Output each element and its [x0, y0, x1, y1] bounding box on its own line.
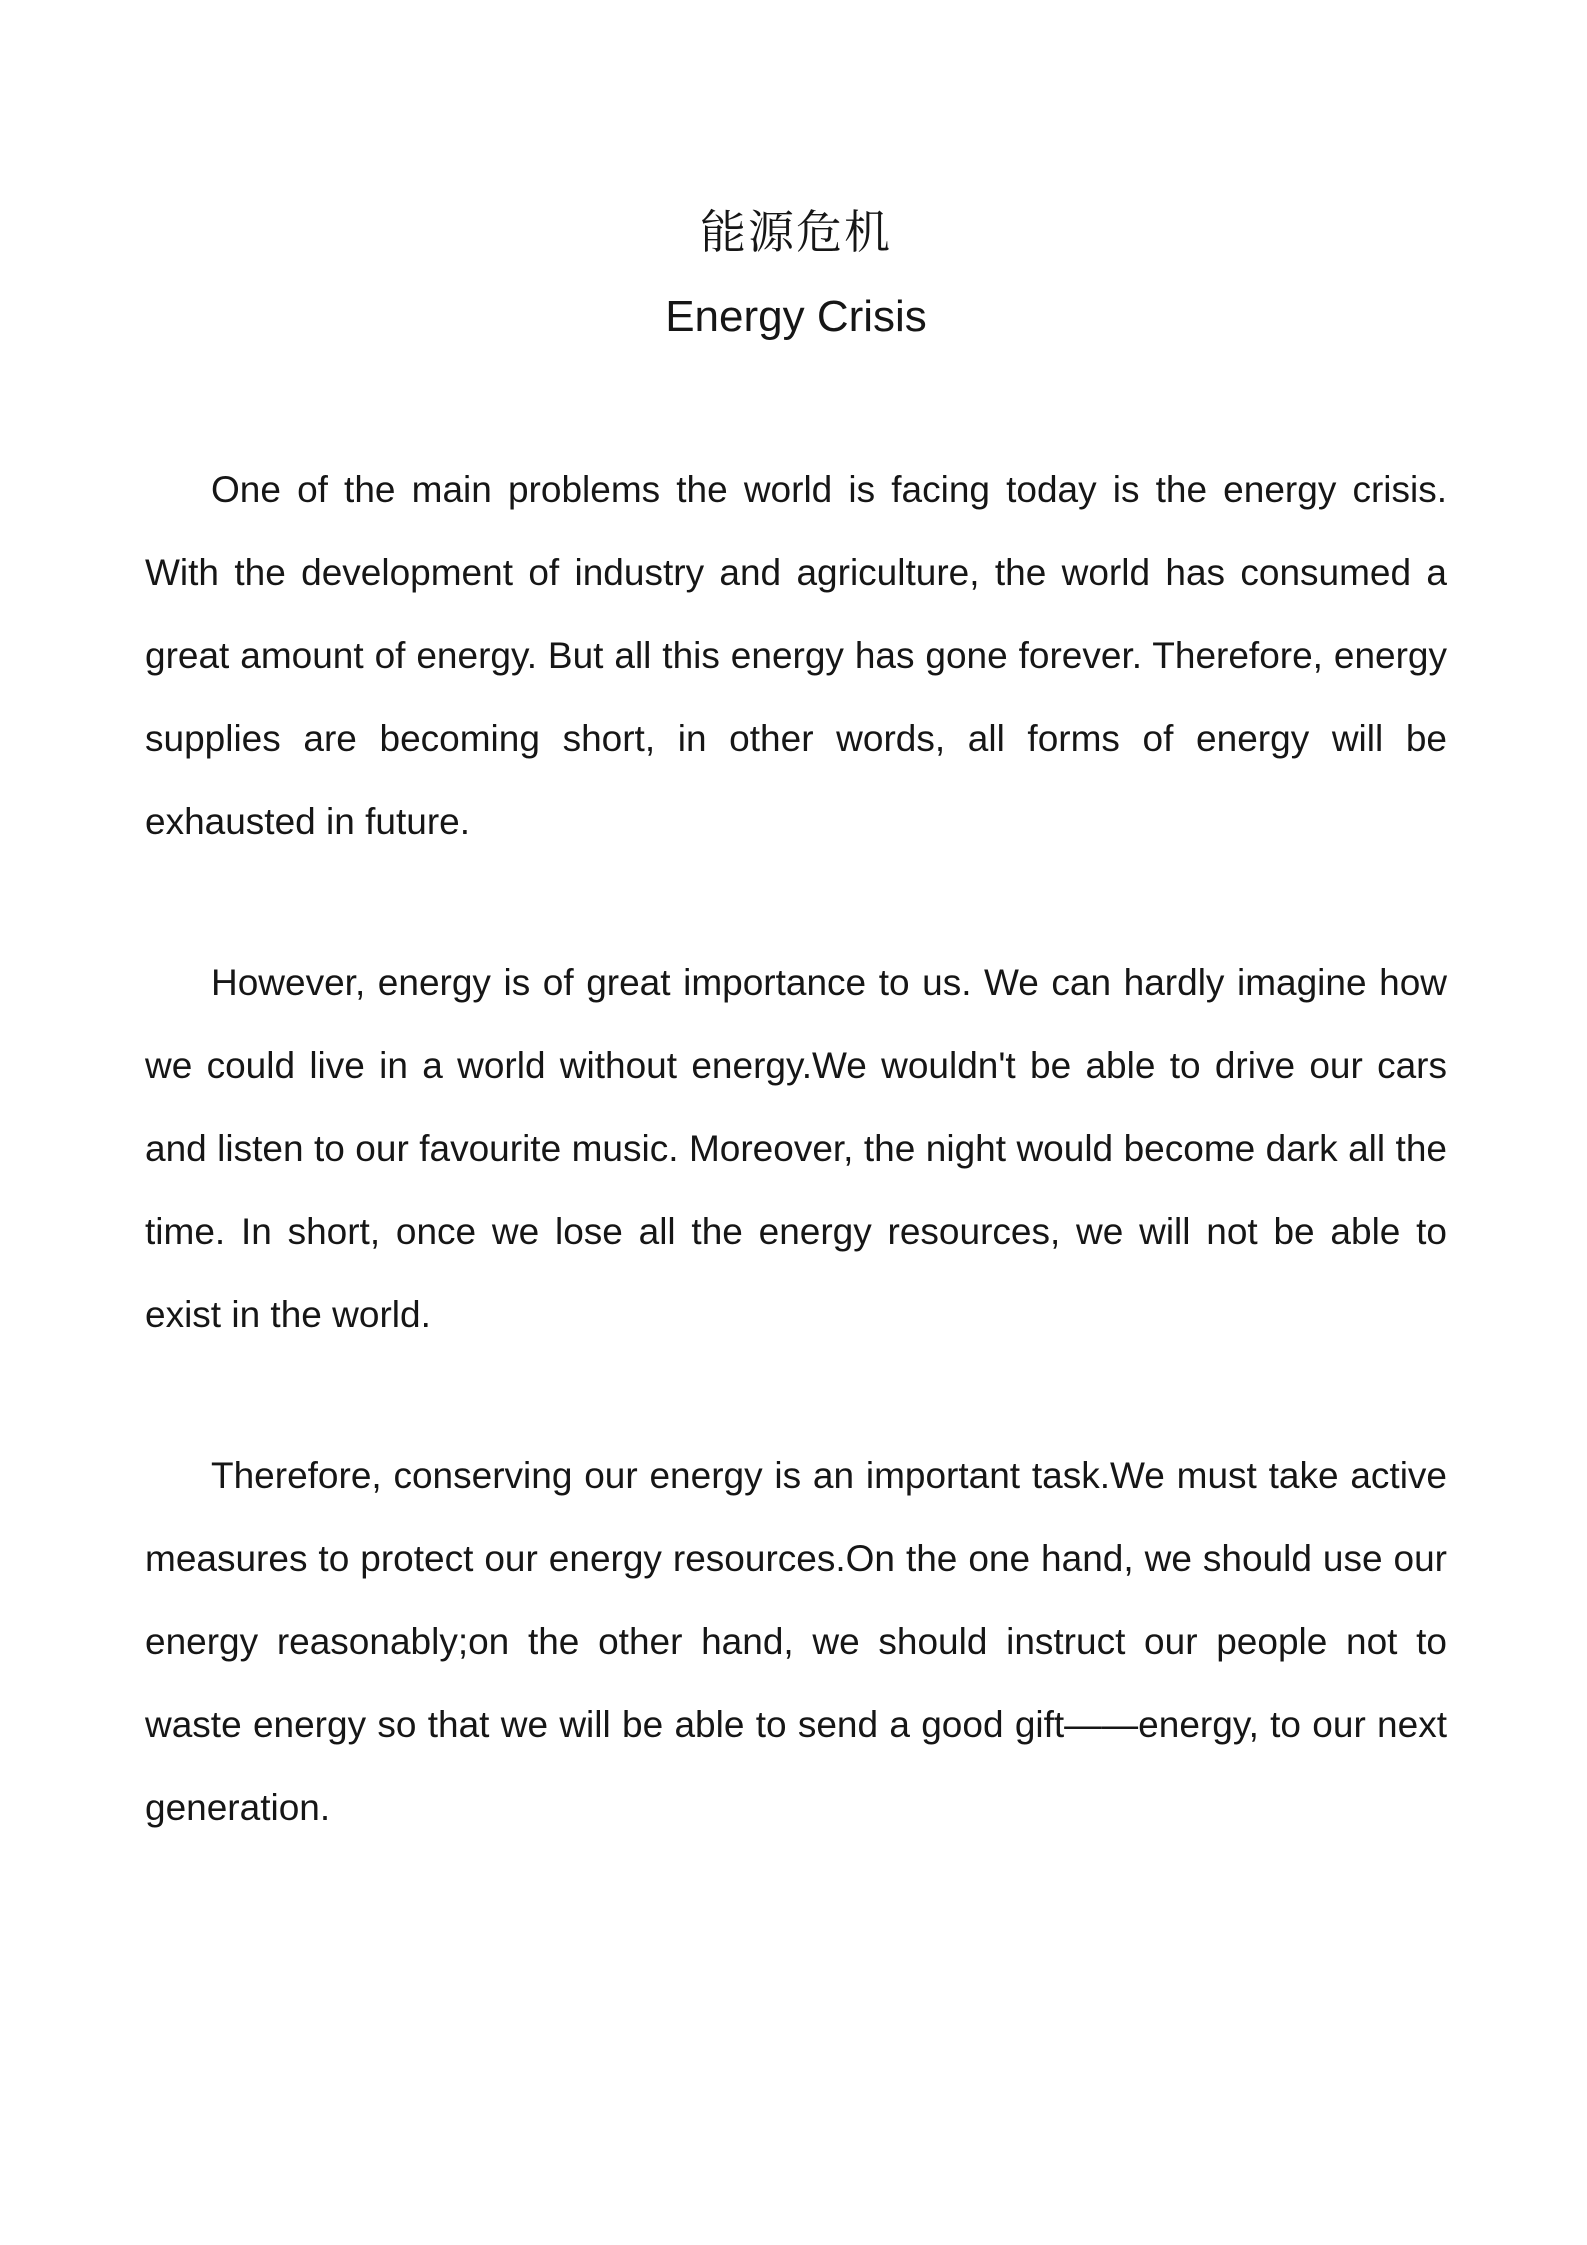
document-title-english: Energy Crisis — [665, 292, 927, 341]
body-paragraph: However, energy is of great importance to us. We can hardly imagine how we could live in a world without energy.We wouldn't be able to drive our cars and listen to our favourite music. Moreover, the night would become dark all the time. In short, once we lose all the energy resources, we will not be able to exist in the world. — [145, 962, 1447, 1335]
document-body — [145, 448, 1447, 1849]
body-paragraph: Therefore, conserving our energy is an important task.We must take active measures to protect our energy resources.On the one hand, we should use our energy reasonably;on the other hand, we should instruct our people not to waste energy so that we will be able to send a good gift——energy, to our next generation. — [145, 1455, 1447, 1828]
body-paragraph: One of the main problems the world is facing today is the energy crisis. With the development of industry and agriculture, the world has consumed a great amount of energy. But all this energy has gone forever. Therefore, energy supplies are becoming short, in other words, all forms of energy will be exhausted in future. — [145, 469, 1447, 842]
document-title-chinese: 能源危机 — [700, 206, 892, 258]
